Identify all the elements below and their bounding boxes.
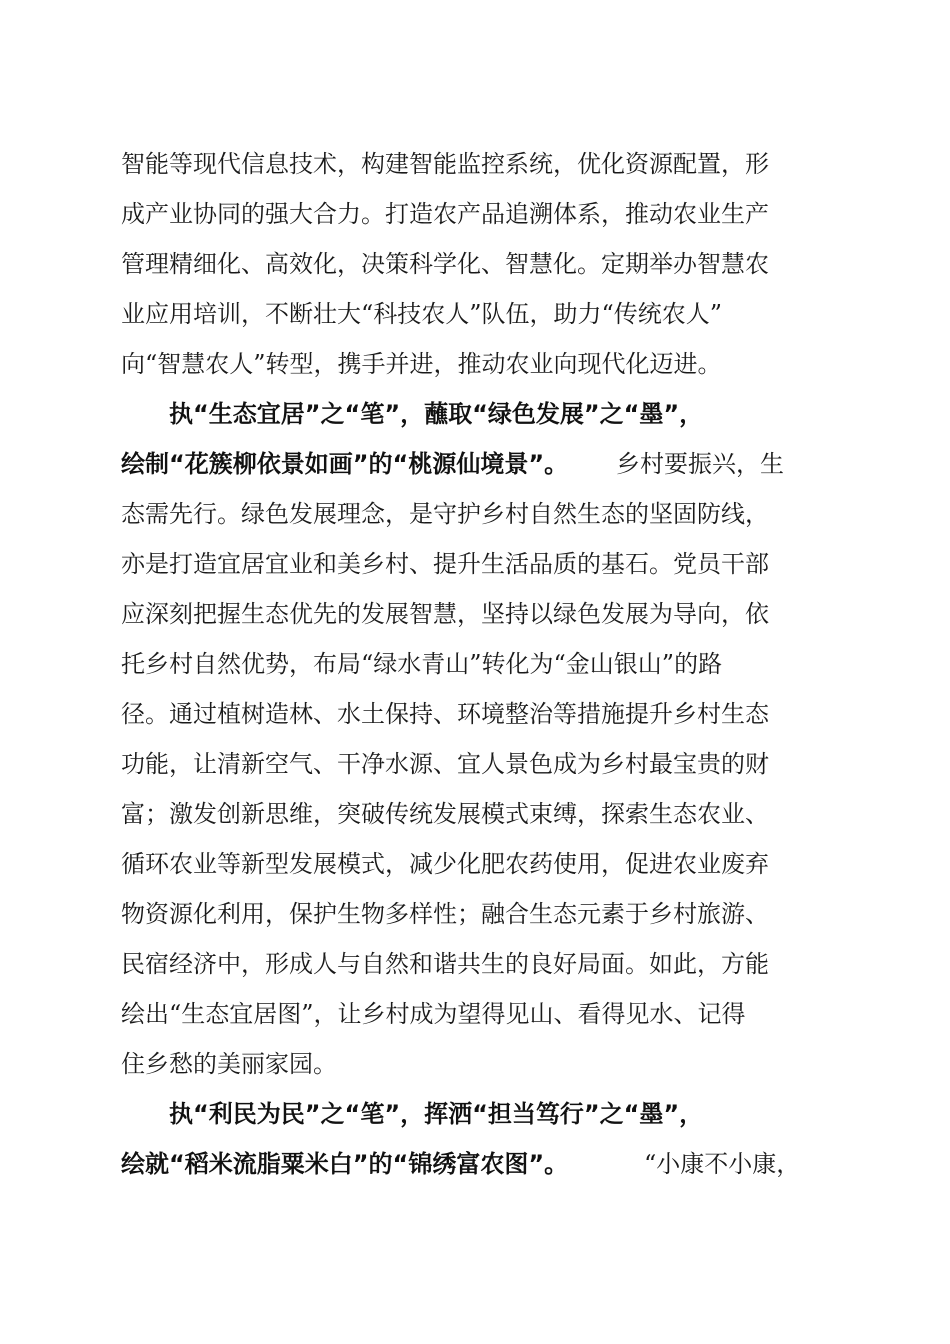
body-text-line: 径。通过植树造林、水土保持、环境整治等措施提升乡村生态 — [121, 700, 769, 728]
body-text-line: 物资源化利用，保护生物多样性；融合生态元素于乡村旅游、 — [121, 900, 769, 928]
body-text-line: 业应用培训，不断壮大“科技农人”队伍，助力“传统农人” — [121, 300, 723, 328]
body-text-line: 托乡村自然优势，布局“绿水青山”转化为“金山银山”的路 — [121, 650, 723, 678]
body-text-line: 管理精细化、高效化，决策科学化、智慧化。定期举办智慧农 — [121, 250, 769, 278]
body-text-line: 功能，让清新空气、干净水源、宜人景色成为乡村最宝贵的财 — [121, 750, 769, 778]
body-text-line: 循环农业等新型发展模式，减少化肥农药使用，促进农业废弃 — [121, 850, 769, 878]
section-heading-line: 执“利民为民”之“笔”，挥洒“担当笃行”之“墨”， — [169, 1100, 704, 1128]
section-heading-line: 绘就“稻米流脂粟米白”的“锦绣富农图”。 — [121, 1150, 569, 1178]
body-text-line: 富；激发创新思维，突破传统发展模式束缚，探索生态农业、 — [121, 800, 769, 828]
body-text-line: “小康不小康， — [644, 1150, 801, 1178]
body-text-line: 成产业协同的强大合力。打造农产品追溯体系，推动农业生产 — [121, 200, 769, 228]
body-text-line: 亦是打造宜居宜业和美乡村、提升生活品质的基石。党员干部 — [121, 550, 769, 578]
body-text-line: 向“智慧农人”转型，携手并进，推动农业向现代化迈进。 — [121, 350, 722, 378]
body-text-line: 乡村要振兴，生 — [616, 450, 784, 478]
body-text-line: 民宿经济中，形成人与自然和谐共生的良好局面。如此，方能 — [121, 950, 769, 978]
section-heading-line: 执“生态宜居”之“笔”，蘸取“绿色发展”之“墨”， — [169, 400, 704, 428]
body-text-line: 住乡愁的美丽家园。 — [121, 1050, 337, 1078]
section-heading-line: 绘制“花簇柳依景如画”的“桃源仙境景”。 — [121, 450, 569, 478]
body-text-line: 智能等现代信息技术，构建智能监控系统，优化资源配置，形 — [121, 150, 769, 178]
body-text-line: 绘出“生态宜居图”，让乡村成为望得见山、看得见水、记得 — [121, 1000, 746, 1028]
body-text-line: 态需先行。绿色发展理念，是守护乡村自然生态的坚固防线， — [121, 500, 769, 528]
body-text-line: 应深刻把握生态优先的发展智慧，坚持以绿色发展为导向，依 — [121, 600, 769, 628]
